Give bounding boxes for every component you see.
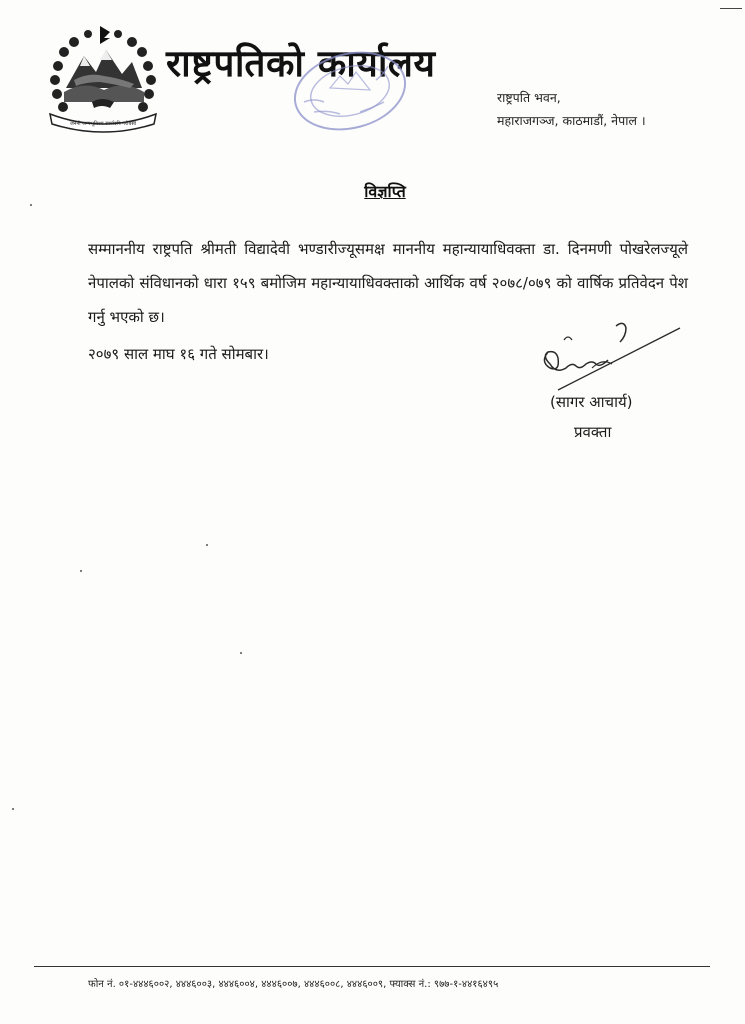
address-line-2: महाराजगञ्ज, काठमाडौं, नेपाल । bbox=[497, 113, 646, 128]
footer-divider bbox=[34, 966, 710, 967]
notice-body: सम्माननीय राष्ट्रपति श्रीमती विद्यादेवी भण्डारीज्यूसमक्ष माननीय महान्यायाधिवक्ता डा. दिनमणी पोखरेलज्यूले नेपालको संविधानको धारा १५९ बमोजिम महान्यायाधिवक्ताको आर्थिक वर्ष २०७८/०७९ को वार्षिक प्रतिवेदन पेश गर्नु भएको छ। bbox=[88, 240, 688, 326]
scan-speck bbox=[12, 808, 14, 810]
handwritten-signature-icon bbox=[528, 308, 688, 404]
office-seal-stamp-icon bbox=[290, 50, 410, 132]
signatory-name: (सागर आचार्य) bbox=[550, 393, 633, 411]
emblem-motto: जननी जन्मभूमिश्च स्वर्गादपि गरीयसी bbox=[69, 121, 137, 127]
nepal-coat-of-arms-icon bbox=[44, 22, 162, 134]
notice-title: विज्ञप्ति bbox=[364, 182, 406, 201]
scan-speck bbox=[206, 544, 208, 546]
notice-date: २०७९ साल माघ १६ गते सोमबार। bbox=[88, 345, 269, 363]
office-name-title: राष्ट्रपतिको कार्यालय bbox=[166, 42, 436, 85]
office-address bbox=[497, 86, 646, 132]
footer-contact: फोन नं. ०१-४४४६००२, ४४४६००३, ४४४६००४, ४४४६००७, ४४४६००८, ४४४६००९, फ्याक्स नं.: ९७७-१-४४१६४९५ bbox=[88, 979, 499, 990]
signatory-title: प्रवक्ता bbox=[574, 423, 612, 441]
scan-corner-mark bbox=[720, 8, 742, 9]
scan-speck bbox=[240, 652, 242, 654]
scan-speck bbox=[80, 570, 82, 572]
address-line-1: राष्ट्रपति भवन, bbox=[497, 90, 561, 105]
scan-speck bbox=[30, 204, 32, 206]
